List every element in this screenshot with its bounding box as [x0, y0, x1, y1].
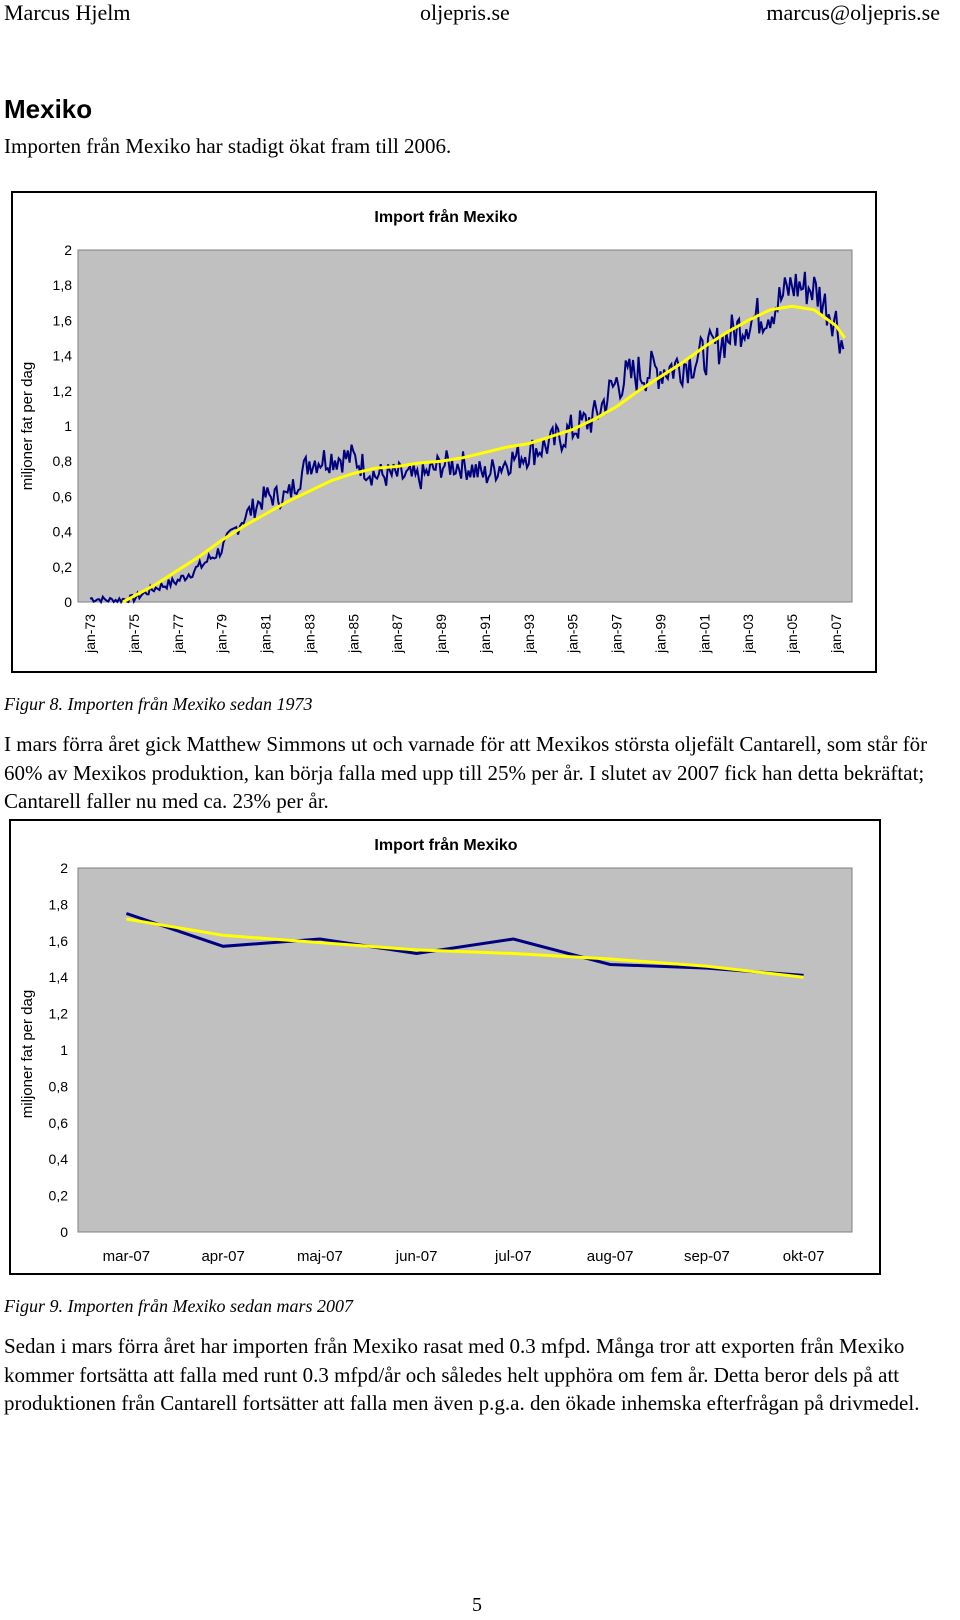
x-tick-label: jan-77 — [169, 614, 186, 653]
x-tick-label: sep-07 — [683, 1248, 730, 1265]
x-tick-label: jan-01 — [696, 614, 713, 653]
figure-9-caption: Figur 9. Importen från Mexiko sedan mars 2007 — [4, 1296, 353, 1316]
x-tick-label: apr-07 — [201, 1248, 245, 1265]
x-tick-label: jan-99 — [652, 614, 669, 653]
y-tick-label: 0,6 — [48, 1114, 68, 1131]
x-tick-label: jan-87 — [389, 614, 406, 653]
y-tick-label: 1,6 — [48, 932, 68, 949]
x-tick-label: jan-89 — [433, 614, 450, 653]
y-tick-label: 0,6 — [52, 488, 72, 505]
y-tick-label: 1 — [64, 418, 72, 434]
y-tick-label: 0,8 — [48, 1078, 68, 1095]
section-title: Mexiko — [4, 94, 93, 124]
x-tick-label: jan-75 — [125, 614, 142, 653]
x-tick-label: mar-07 — [102, 1248, 151, 1265]
y-tick-label: 0 — [60, 1224, 68, 1240]
chart-figure-8-svg — [0, 190, 880, 674]
x-tick-label: jan-81 — [257, 614, 274, 653]
x-tick-label: jan-03 — [740, 614, 757, 653]
header-email: marcus@oljepris.se — [766, 0, 940, 25]
y-tick-label: 2 — [64, 242, 72, 258]
y-tick-label: 0,2 — [52, 558, 72, 575]
y-tick-label: 1,2 — [48, 1005, 68, 1022]
x-tick-label: jan-93 — [520, 614, 537, 653]
y-tick-label: 0,2 — [48, 1187, 68, 1204]
header-site: oljepris.se — [420, 0, 510, 25]
x-tick-label: jan-83 — [301, 614, 318, 653]
y-tick-label: 1,2 — [52, 382, 72, 399]
chart-figure-9 — [0, 818, 884, 1285]
x-tick-label: okt-07 — [782, 1248, 825, 1265]
y-tick-label: 0 — [64, 594, 72, 610]
paragraph-cantarell: I mars förra året gick Matthew Simmons ut och varnade för att Mexikos största oljefält Cantarell, som står för 60% av Mexikos produktion, kan börja falla med upp till 25% per år. I slutet av 2007 fick han detta bekräftat; Cantarell faller nu med ca. 23% per år. — [4, 732, 928, 813]
x-tick-label: jan-07 — [828, 614, 844, 653]
x-tick-label: jan-79 — [213, 614, 230, 653]
x-tick-label: maj-07 — [296, 1248, 343, 1265]
y-tick-label: 2 — [60, 860, 68, 876]
y-axis-label: miljoner fat per dag — [19, 989, 36, 1119]
chart-figure-8 — [0, 190, 880, 679]
plot-area — [78, 868, 852, 1232]
y-tick-label: 1,4 — [52, 347, 72, 364]
x-tick-label: jan-97 — [608, 614, 625, 653]
chart-title: Import från Mexiko — [374, 209, 518, 226]
x-tick-label: jan-91 — [476, 614, 493, 653]
plot-area — [78, 250, 852, 602]
header-author: Marcus Hjelm — [4, 0, 131, 25]
y-tick-label: 1 — [60, 1042, 68, 1058]
section-intro: Importen från Mexiko har stadigt ökat fram till 2006. — [4, 134, 452, 158]
y-tick-label: 1,4 — [48, 969, 68, 986]
x-tick-label: jan-73 — [82, 614, 98, 653]
x-tick-label: jan-05 — [784, 614, 801, 653]
x-tick-label: jul-07 — [495, 1248, 532, 1265]
y-tick-label: 0,4 — [52, 523, 72, 540]
y-tick-label: 0,8 — [52, 453, 72, 470]
figure-8-caption: Figur 8. Importen från Mexiko sedan 1973 — [4, 694, 313, 714]
y-axis-label: miljoner fat per dag — [19, 361, 36, 491]
x-tick-label: jan-95 — [564, 614, 581, 653]
y-tick-label: 0,4 — [48, 1151, 68, 1168]
x-tick-label: jun-07 — [395, 1248, 438, 1265]
chart-figure-9-svg — [0, 818, 884, 1280]
y-tick-label: 1,8 — [48, 896, 68, 913]
chart-title: Import från Mexiko — [374, 837, 518, 854]
page-header — [0, 0, 960, 30]
y-tick-label: 1,6 — [52, 312, 72, 329]
paragraph-import-decline: Sedan i mars förra året har importen från Mexiko rasat med 0.3 mfpd. Många tror att exporten från Mexiko kommer fortsätta att falla med runt 0.3 mfpd/år och således helt upphöra om fem år. Detta beror dels på att produktionen från Cantarell fortsätter att falla men även p.g.a. den ökade inhemska efterfrågan på drivmedel. — [4, 1334, 920, 1415]
page-number: 5 — [472, 1594, 482, 1616]
y-tick-label: 1,8 — [52, 277, 72, 294]
x-tick-label: jan-85 — [345, 614, 362, 653]
x-tick-label: aug-07 — [586, 1248, 634, 1265]
